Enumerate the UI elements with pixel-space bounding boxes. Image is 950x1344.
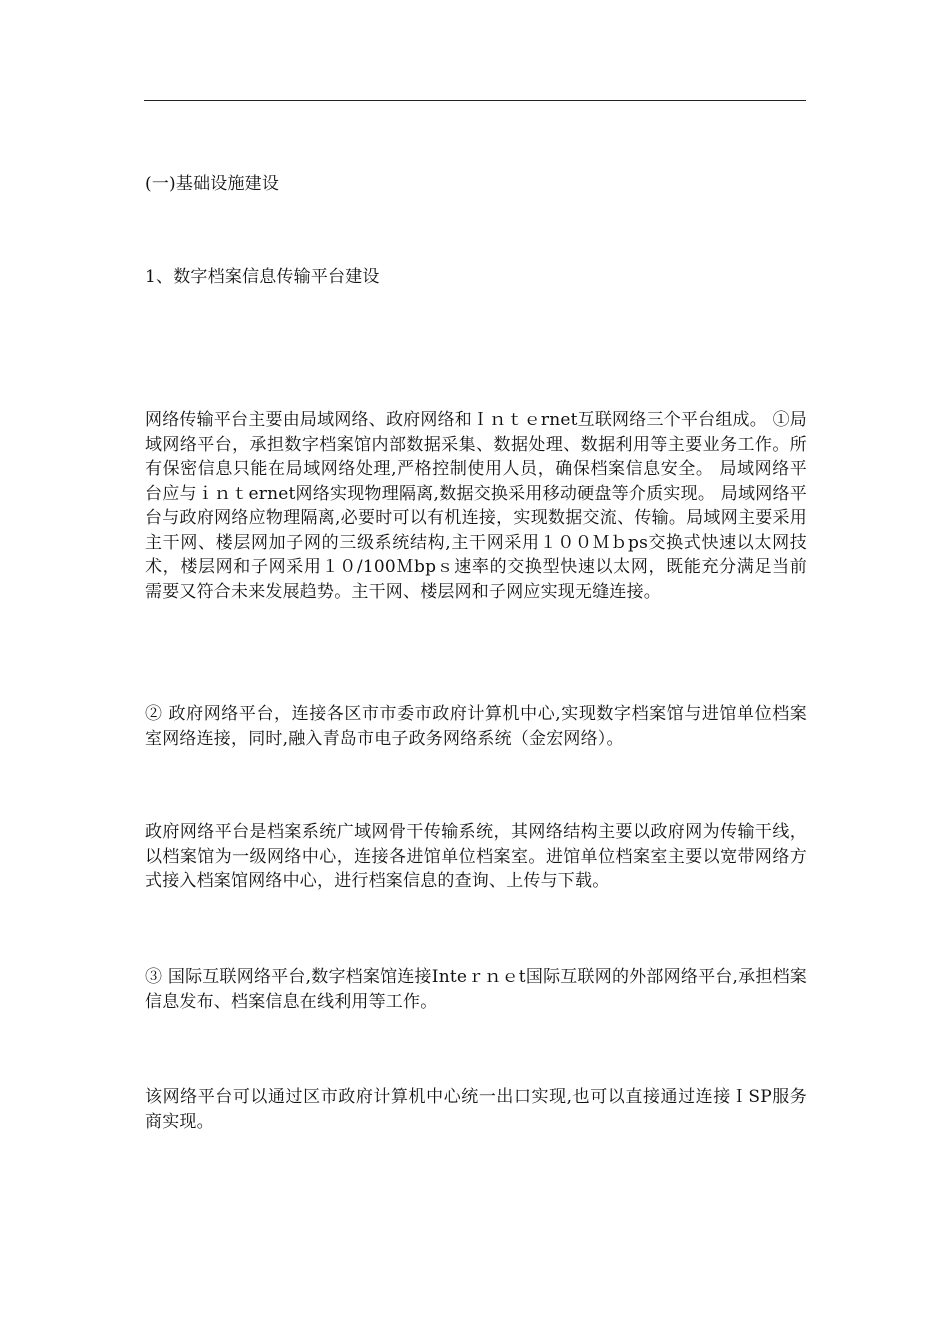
paragraph-internet-platform: ③ 国际互联网络平台,数字档案馆连接Inteｒｎｅt国际互联网的外部网络平台,承担档案信息发布、档案信息在线利用等工作。 (145, 967, 807, 1012)
paragraph-government-network: ② 政府网络平台，连接各区市市委市政府计算机中心,实现数字档案馆与进馆单位档案室网络连接，同时,融入青岛市电子政务网络系统（金宏网络）。 (145, 704, 807, 749)
section-heading: (一)基础设施建设 (145, 174, 280, 194)
paragraph-local-network: 网络传输平台主要由局域网络、政府网络和Ｉｎｔｅrnet互联网络三个平台组成。 ①局域网络平台，承担数字档案馆内部数据采集、数据处理、数据利用等主要业务工作。所有保密信息只能在局域网络处理,严格控制使用人员，确保档案信息安全。 局域网络平台应与ｉｎｔernet网络实现物理隔离,数据交换采用移动硬盘等介质实现。 局域网络平台与政府网络应物理隔离,必要时可以有机连接，实现数据交流、传输。局域网主要采用主干网、楼层网加子网的三级系统结构,主干网采用１００Ｍｂps交换式快速以太网技术，楼层网和子网采用１０/100Ｍbpｓ速率的交换型快速以太网，既能充分满足当前需要又符合未来发展趋势。主干网、楼层网和子网应实现无缝连接。 (145, 410, 807, 602)
paragraph-wan-backbone: 政府网络平台是档案系统广域网骨干传输系统，其网络结构主要以政府网为传输干线，以档案馆为一级网络中心，连接各进馆单位档案室。进馆单位档案室主要以宽带网络方式接入档案馆网络中心，进行档案信息的查询、上传与下载。 (145, 822, 807, 891)
header-rule (144, 100, 806, 101)
paragraph-isp-access: 该网络平台可以通过区市政府计算机中心统一出口实现,也可以直接通过连接ＩSP服务商实现。 (145, 1087, 807, 1132)
subsection-heading: 1、数字档案信息传输平台建设 (145, 267, 380, 287)
